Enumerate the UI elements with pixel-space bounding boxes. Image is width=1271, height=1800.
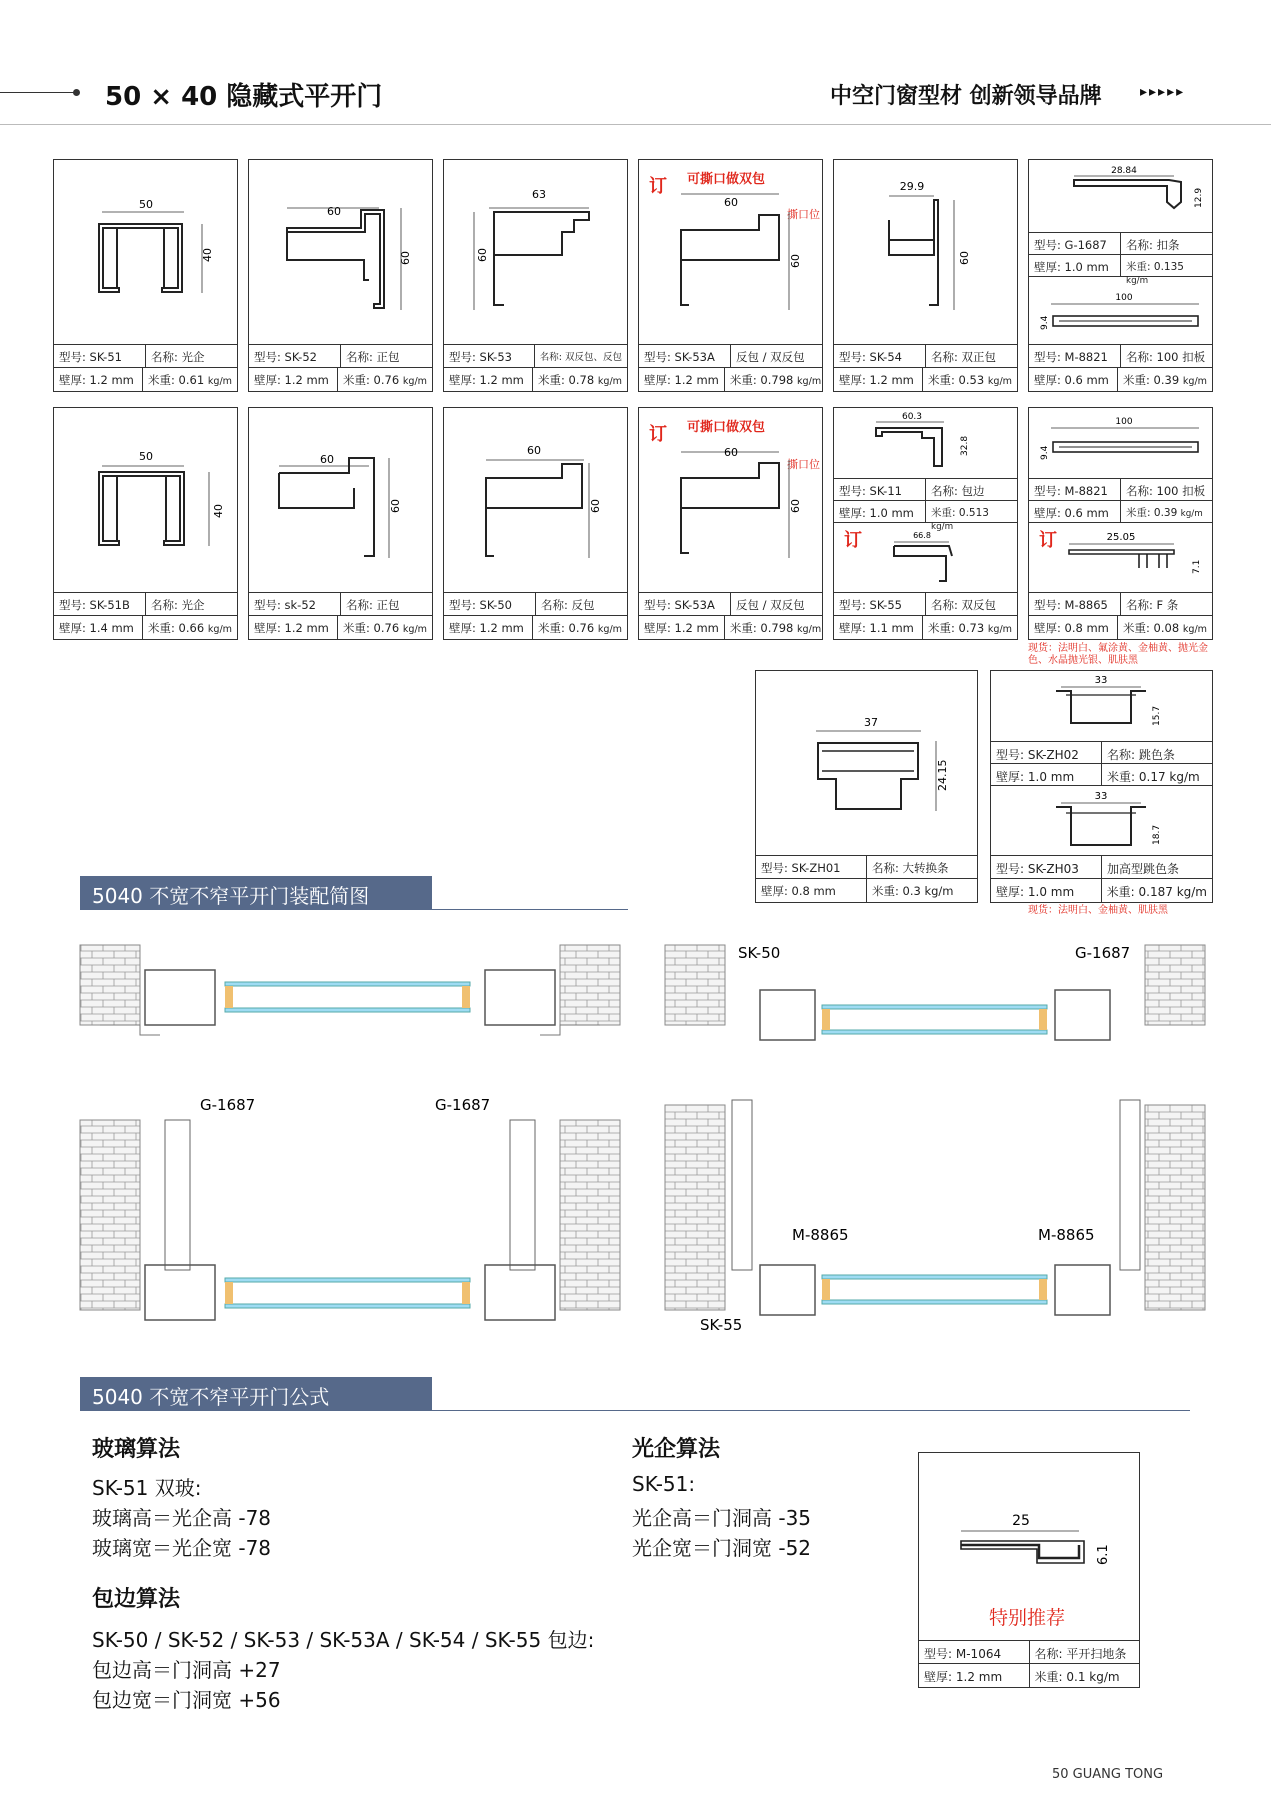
edge-formula-title: 包边算法 [92,1587,181,1612]
svg-text:33: 33 [1094,675,1108,686]
profile-card-sk-zh01 [755,670,978,903]
svg-text:60: 60 [527,444,541,457]
spec-table: 型号: SK-ZH01 名称: 大转换条 壁厚: 0.8 mm 米重: 0.3 kg/m [756,855,977,902]
spec-table: 型号: G-1687 名称: 扣条 壁厚: 1.0 mm 米重: 0.135 kg/m [1029,232,1212,277]
tear-position: 撕口位 [787,208,820,221]
spec-table: 型号: SK-52 名称: 正包 壁厚: 1.2 mm 米重: 0.76 kg/m [249,344,432,391]
profile-card-sk-53a [638,159,823,392]
spec-table: 型号: SK-11 名称: 包边 壁厚: 1.0 mm 米重: 0.513 kg/m [834,478,1017,523]
order-mark: 订 [844,530,862,551]
svg-text:60: 60 [724,446,738,459]
recommend-card-m-1064 [918,1452,1140,1688]
svg-text:24.15: 24.15 [936,759,949,791]
spec-table: 型号: SK-53 名称: 双反包、反包 壁厚: 1.2 mm 米重: 0.78 kg/m [444,344,627,391]
stock-note: 现货：法明白、氟涂黄、金柚黄、抛光金色、水晶抛光银、肌肤黑 [1028,643,1208,666]
svg-text:32.8: 32.8 [960,435,970,456]
svg-text:50: 50 [139,198,153,211]
spec-table: 型号: SK-ZH02 名称: 跳色条 壁厚: 1.0 mm 米重: 0.17 kg/m [991,741,1212,786]
profile-card-sk-50 [443,407,628,640]
spec-table: 型号: SK-54 名称: 双正包 壁厚: 1.2 mm 米重: 0.53 kg/m [834,344,1017,391]
frame-formula-line: SK-51: [632,1472,696,1496]
profile-card-sk-54 [833,159,1018,392]
glass-formula-line: SK-51 双玻: [92,1476,202,1500]
formula-section-rule [80,1410,1190,1411]
profile-card-sk-51 [53,159,238,392]
spec-table: 型号: SK-ZH03 加高型跳色条 壁厚: 1.0 mm 米重: 0.187 kg/m [991,855,1212,902]
profile-drawing [834,408,1019,473]
svg-text:100: 100 [1115,417,1133,427]
page-title: 50 × 40 隐藏式平开门 [105,82,383,112]
svg-text:29.9: 29.9 [899,180,925,193]
svg-text:60: 60 [589,499,602,513]
stock-note-zh03: 现货：法明白、金柚黄、肌肤黑 [1028,905,1168,916]
arrow-icons: ▸▸▸▸▸ [1140,84,1186,100]
spec-table: 型号: SK-53A 反包 / 双反包 壁厚: 1.2 mm 米重: 0.798 kg/m [639,344,822,391]
svg-text:100: 100 [1115,293,1133,303]
svg-text:60: 60 [789,499,802,513]
edge-formula-line: 包边高＝门洞高 +27 [92,1658,281,1682]
svg-text:66.8: 66.8 [913,531,931,540]
spec-table: 型号: M-8821 名称: 100 扣板 壁厚: 0.6 mm 米重: 0.39 kg/m [1029,344,1212,391]
diagram-bottom-left [80,1096,620,1320]
svg-text:M-8865: M-8865 [792,1226,849,1244]
svg-text:18.7: 18.7 [1152,824,1162,845]
spec-table: 型号: M-8821 名称: 100 扣板 壁厚: 0.6 mm 米重: 0.39 kg/m [1029,478,1212,523]
svg-text:SK-55: SK-55 [700,1316,743,1334]
profile-card-sk-11 [833,407,1018,640]
svg-text:G-1687: G-1687 [200,1096,256,1114]
tear-note: 可撕口做双包 [687,172,766,187]
svg-text:25.05: 25.05 [1106,532,1136,543]
frame-formula-line: 光企高＝门洞高 -35 [632,1506,812,1530]
profile-drawing-m-8865 [1029,526,1214,596]
assembly-diagram [70,930,1210,1340]
order-mark: 订 [649,176,667,197]
profile-drawing-sk-zh03 [991,787,1214,857]
profile-drawing [54,408,239,593]
svg-text:50: 50 [139,450,153,463]
profile-drawing [444,160,629,345]
svg-text:15.7: 15.7 [1152,705,1162,726]
spec-table: 型号: M-8865 名称: F 条 壁厚: 0.8 mm 米重: 0.08 kg/m [1029,592,1212,639]
spec-table: 型号: SK-50 名称: 反包 壁厚: 1.2 mm 米重: 0.76 kg/m [444,592,627,639]
profile-card-sk-zh02 [990,670,1213,903]
svg-text:37: 37 [864,716,878,729]
assembly-section-title: 5040 不宽不窄平开门装配简图 [80,876,432,910]
svg-text:60: 60 [476,248,489,262]
frame-formula-line: 光企宽＝门洞宽 -52 [632,1536,812,1560]
svg-text:M-8865: M-8865 [1038,1226,1095,1244]
profile-drawing [54,160,239,345]
profile-drawing [249,160,434,345]
svg-text:12.9: 12.9 [1194,187,1204,208]
profile-drawing [834,160,1019,345]
svg-text:25: 25 [1012,1513,1030,1529]
profile-drawing [249,408,434,593]
tear-position: 撕口位 [787,458,820,471]
glass-formula-title: 玻璃算法 [92,1437,181,1462]
svg-text:60: 60 [399,251,412,265]
profile-drawing [1029,160,1214,230]
profile-drawing [991,671,1214,741]
diagram-top-right [665,944,1205,1040]
edge-formula-line: 包边宽＝门洞宽 +56 [92,1688,281,1712]
svg-text:G-1687: G-1687 [1075,944,1131,962]
glass-formula-line: 玻璃高＝光企高 -78 [92,1506,272,1530]
header-dot [73,89,80,96]
assembly-section-rule [80,909,628,910]
profile-drawing [639,160,824,345]
profile-card-sk-53a-b [638,407,823,640]
svg-text:G-1687: G-1687 [435,1096,491,1114]
svg-text:60: 60 [389,499,402,513]
svg-text:60.3: 60.3 [901,412,923,422]
order-mark: 订 [649,424,667,445]
svg-text:60: 60 [327,205,341,218]
profile-drawing [639,408,824,593]
brand-slogan: 中空门窗型材 创新领导品牌 [830,84,1102,109]
tear-note: 可撕口做双包 [687,420,766,435]
svg-text:60: 60 [958,251,971,265]
svg-text:60: 60 [724,196,738,209]
order-mark: 订 [1039,530,1057,551]
svg-text:7.1: 7.1 [1192,559,1202,574]
frame-formula-title: 光企算法 [632,1437,721,1462]
profile-card-sk-51b [53,407,238,640]
svg-text:40: 40 [201,248,214,262]
profile-drawing-sk-55 [834,526,1019,596]
spec-table: 型号: SK-53A 反包 / 双反包 壁厚: 1.2 mm 米重: 0.798 kg/m [639,592,822,639]
glass-formula-line: 玻璃宽＝光企宽 -78 [92,1536,272,1560]
spec-table: 型号: M-1064 名称: 平开扫地条 壁厚: 1.2 mm 米重: 0.1 kg/m [919,1640,1139,1687]
profile-drawing [1029,408,1214,473]
profile-card-sk-52-b [248,407,433,640]
profile-drawing-m-8821 [1029,278,1214,348]
formula-section-title: 5040 不宽不窄平开门公式 [80,1377,432,1411]
header-rule [0,124,1271,125]
profile-card-sk-53 [443,159,628,392]
spec-table: 型号: sk-52 名称: 正包 壁厚: 1.2 mm 米重: 0.76 kg/m [249,592,432,639]
recommend-label: 特别推荐 [989,1607,1066,1629]
profile-card-sk-52 [248,159,433,392]
profile-drawing [444,408,629,593]
svg-text:33: 33 [1094,791,1108,802]
diagram-bottom-right [665,1100,1205,1334]
svg-text:40: 40 [212,504,225,518]
spec-table: 型号: SK-51B 名称: 光企 壁厚: 1.4 mm 米重: 0.66 kg/m [54,592,237,639]
edge-formula-line: SK-50 / SK-52 / SK-53 / SK-53A / SK-54 / SK-55 包边: [92,1628,595,1652]
header-line [0,92,76,93]
svg-text:SK-50: SK-50 [738,944,781,962]
profile-card-g-1687 [1028,159,1213,392]
profile-drawing [756,671,979,856]
spec-table: 型号: SK-55 名称: 双反包 壁厚: 1.1 mm 米重: 0.73 kg/m [834,592,1017,639]
svg-text:60: 60 [789,254,802,268]
profile-card-m-8821 [1028,407,1213,640]
svg-text:6.1: 6.1 [1096,1544,1111,1565]
svg-text:60: 60 [320,453,334,466]
diagram-top-left [80,945,620,1035]
svg-text:9.4: 9.4 [1040,445,1050,460]
svg-text:28.84: 28.84 [1111,166,1137,176]
svg-text:9.4: 9.4 [1040,315,1050,330]
svg-text:63: 63 [532,188,546,201]
page-footer: 50 GUANG TONG [1052,1767,1164,1782]
spec-table: 型号: SK-51 名称: 光企 壁厚: 1.2 mm 米重: 0.61 kg/m [54,344,237,391]
